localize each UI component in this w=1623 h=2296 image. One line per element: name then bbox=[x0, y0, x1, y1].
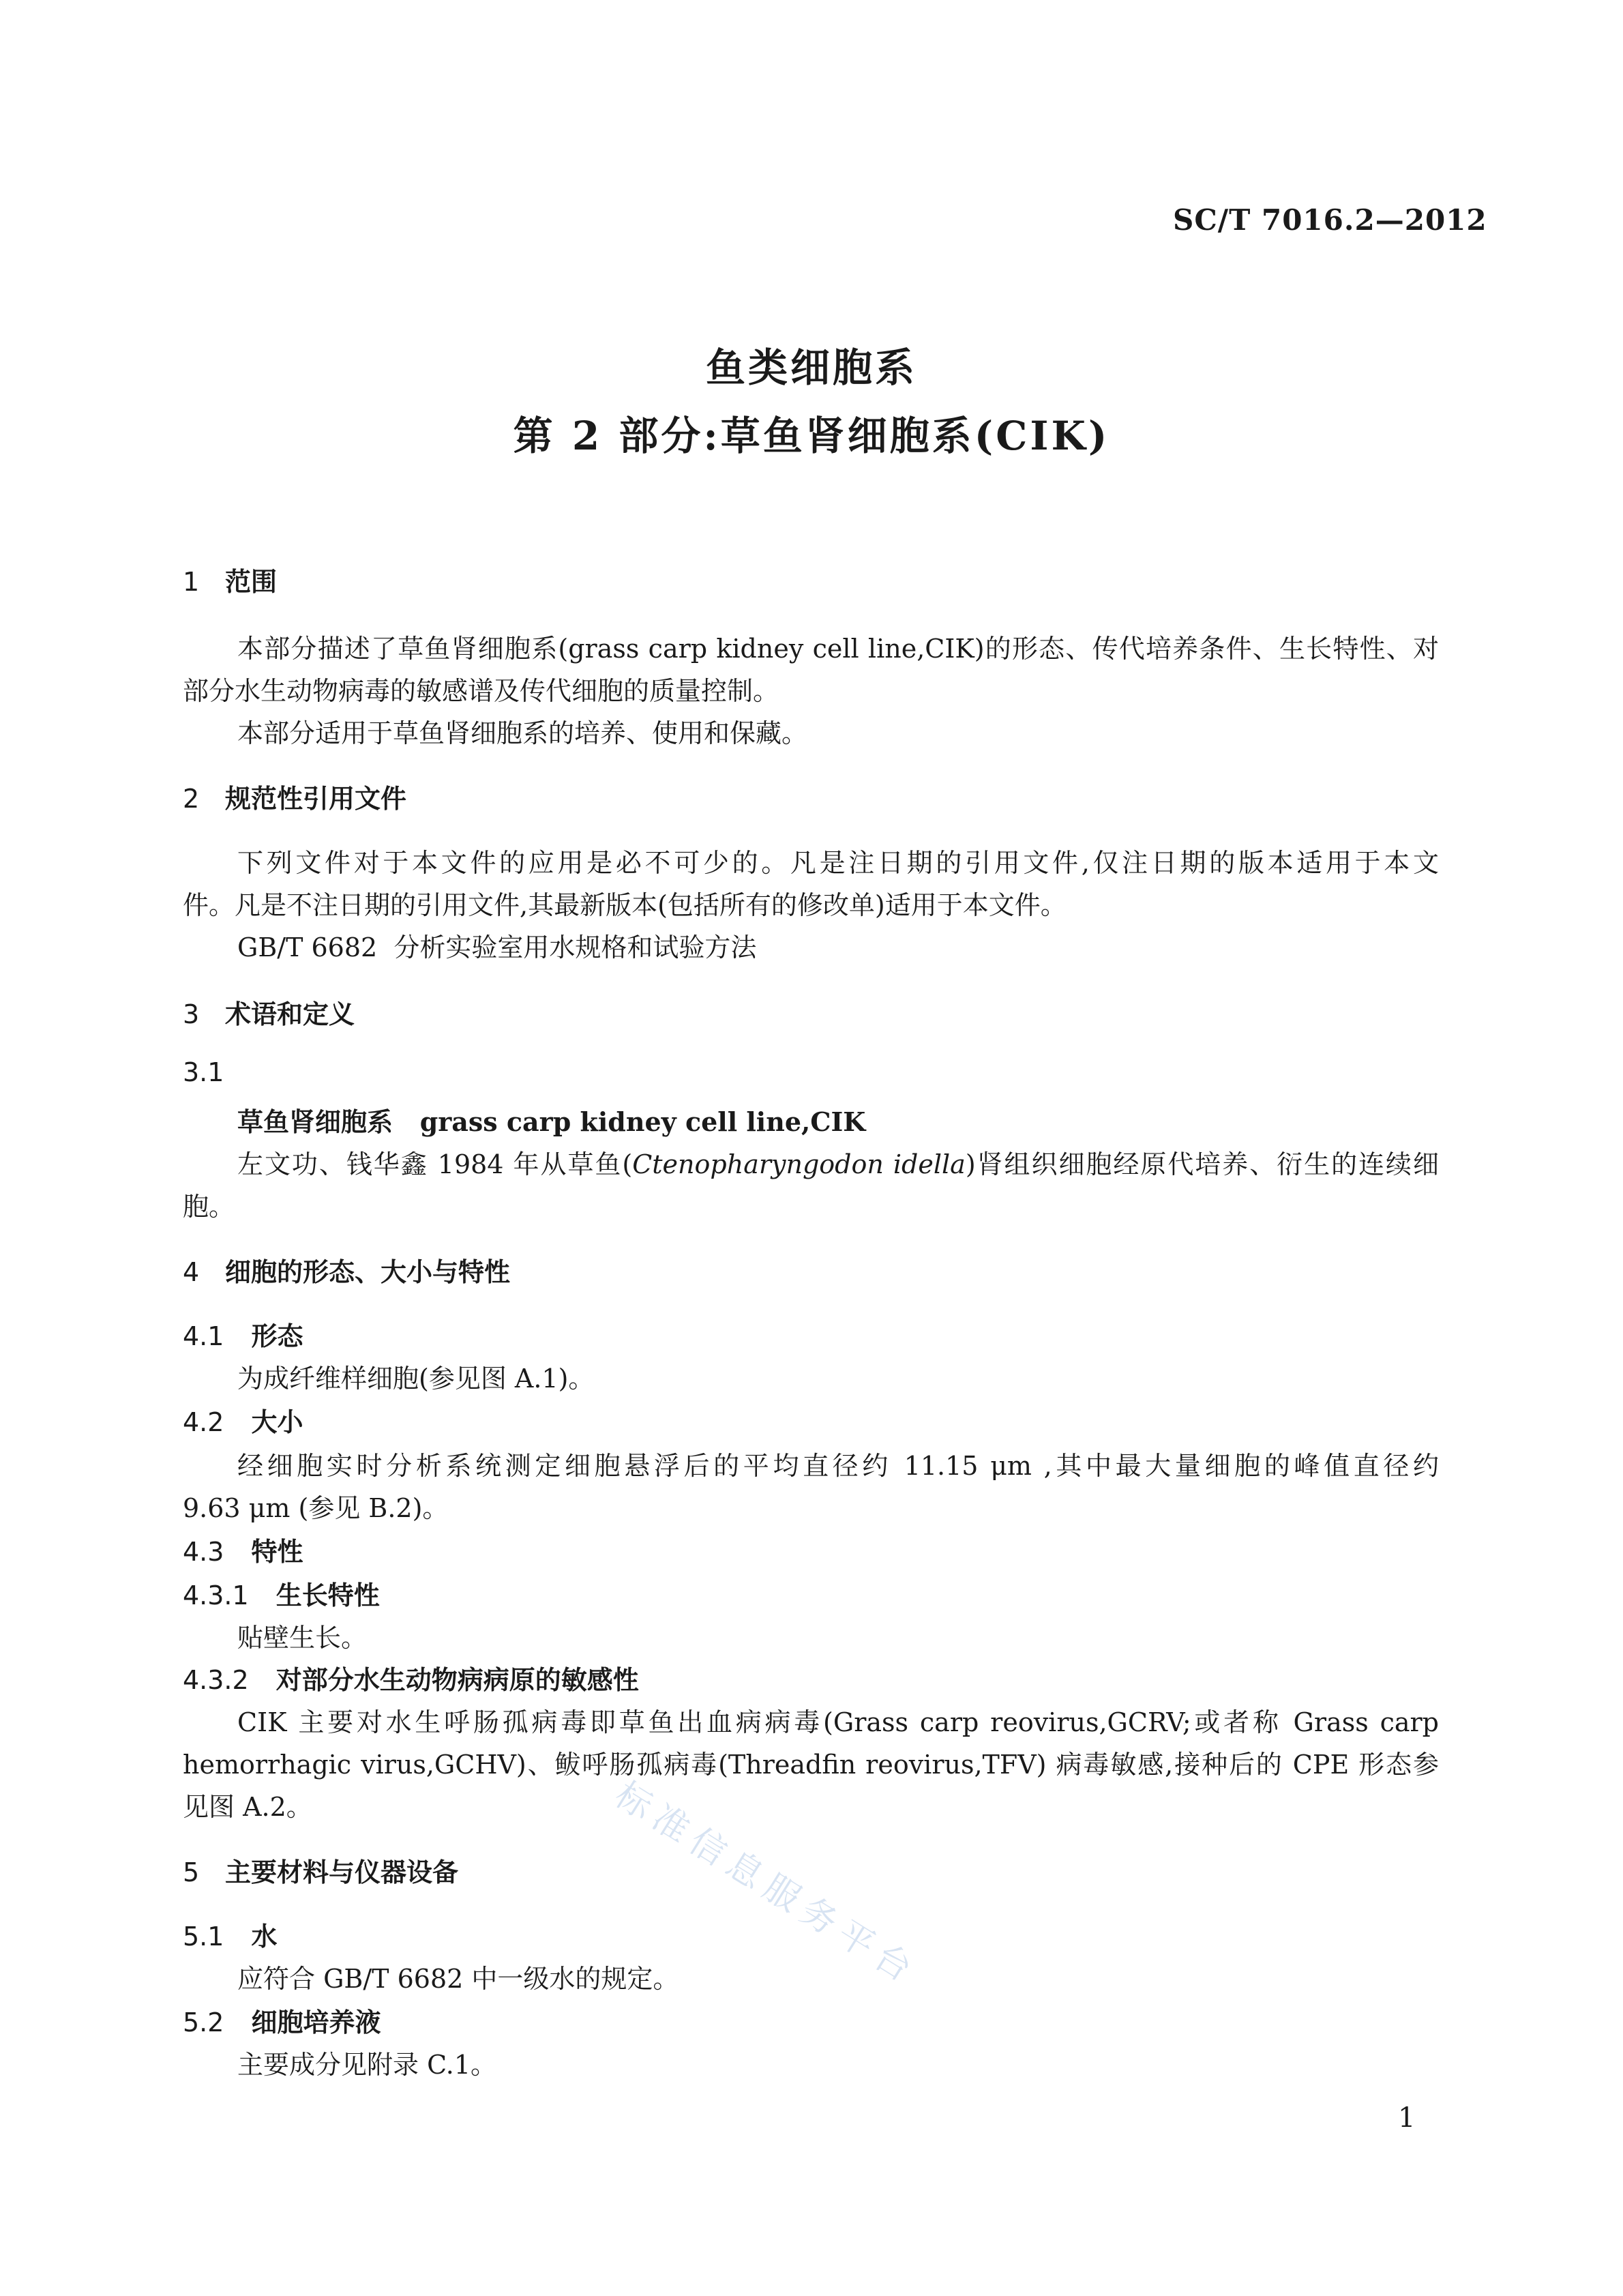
paragraph: 本部分适用于草鱼肾细胞系的培养、使用和保藏。 bbox=[237, 718, 808, 748]
section-title: 术语和定义 bbox=[225, 999, 355, 1029]
subsection-number: 4.3 bbox=[183, 1537, 224, 1567]
document-title-line1: 鱼类细胞系 bbox=[705, 344, 917, 391]
subsection-title: 形态 bbox=[251, 1321, 303, 1351]
section-1-heading bbox=[183, 561, 277, 598]
definition bbox=[237, 1143, 1439, 1181]
subsection-number: 3.1 bbox=[183, 1057, 224, 1087]
definition-text: 左文功、钱华鑫 1984 年从草鱼( bbox=[237, 1149, 633, 1179]
standard-number: SC/T 7016.2—2012 bbox=[1173, 203, 1487, 237]
subsection-4-2-heading bbox=[183, 1401, 303, 1439]
section-number: 2 bbox=[183, 784, 200, 814]
subsection-title: 生长特性 bbox=[276, 1580, 380, 1610]
subsection-number: 4.3.2 bbox=[183, 1665, 249, 1695]
term-entry: 草鱼肾细胞系 grass carp kidney cell line,CIK bbox=[237, 1106, 866, 1137]
subsection-4-3-heading bbox=[183, 1531, 303, 1568]
section-title: 规范性引用文件 bbox=[225, 783, 407, 814]
section-number: 5 bbox=[183, 1857, 200, 1887]
paragraph: 主要成分见附录 C.1。 bbox=[237, 2050, 497, 2080]
paragraph-continued: 见图 A.2。 bbox=[183, 1792, 312, 1822]
subsection-number: 4.3.1 bbox=[183, 1580, 249, 1610]
subsection-number: 4.2 bbox=[183, 1407, 224, 1437]
subsection-title: 细胞培养液 bbox=[251, 2007, 381, 2037]
subsection-5-2-heading bbox=[183, 2001, 381, 2039]
paragraph: 应符合 GB/T 6682 中一级水的规定。 bbox=[237, 1964, 679, 1994]
paragraph: CIK 主要对水生呼肠孤病毒即草鱼出血病病毒(Grass carp reovirus,GCRV;或者称 Grass carp bbox=[237, 1707, 1439, 1737]
section-3-heading bbox=[183, 993, 355, 1031]
subsection-4-1-heading bbox=[183, 1315, 303, 1353]
paragraph-continued: 9.63 μm (参见 B.2)。 bbox=[183, 1493, 449, 1523]
definition-continued: 胞。 bbox=[183, 1192, 235, 1222]
subsection-title: 水 bbox=[251, 1921, 278, 1952]
subsection-4-3-2-heading bbox=[183, 1659, 639, 1696]
subsection-5-1-heading bbox=[183, 1915, 277, 1953]
paragraph: 经细胞实时分析系统测定细胞悬浮后的平均直径约 11.15 μm ,其中最大量细胞的峰值直径约 bbox=[237, 1451, 1439, 1481]
section-title: 范围 bbox=[225, 566, 278, 597]
section-5-heading bbox=[183, 1851, 458, 1889]
section-number: 4 bbox=[183, 1257, 200, 1287]
paragraph-continued: 部分水生动物病毒的敏感谱及传代细胞的质量控制。 bbox=[183, 676, 779, 706]
page-number: 1 bbox=[1398, 2102, 1416, 2134]
section-2-heading bbox=[183, 778, 406, 815]
latin-name: Ctenopharyngodon idella bbox=[632, 1149, 966, 1179]
section-title: 细胞的形态、大小与特性 bbox=[225, 1256, 511, 1287]
paragraph: 为成纤维样细胞(参见图 A.1)。 bbox=[237, 1364, 595, 1394]
section-4-heading bbox=[183, 1251, 510, 1289]
definition-text: )肾组织细胞经原代培养、衍生的连续细 bbox=[965, 1149, 1439, 1179]
paragraph: 下列文件对于本文件的应用是必不可少的。凡是注日期的引用文件,仅注日期的版本适用于本文 bbox=[237, 848, 1439, 878]
subsection-title: 对部分水生动物病病原的敏感性 bbox=[276, 1664, 639, 1695]
document-title-line2: 第 2 部分:草鱼肾细胞系(CIK) bbox=[513, 413, 1110, 459]
subsection-4-3-1-heading bbox=[183, 1574, 380, 1612]
section-title: 主要材料与仪器设备 bbox=[225, 1857, 459, 1887]
section-number: 1 bbox=[183, 567, 200, 597]
subsection-number: 4.1 bbox=[183, 1321, 224, 1351]
paragraph-continued: hemorrhagic virus,GCHV)、鲅呼肠孤病毒(Threadfin reovirus,TFV) 病毒敏感,接种后的 CPE 形态参 bbox=[183, 1750, 1439, 1780]
subsection-title: 特性 bbox=[251, 1536, 303, 1567]
subsection-number: 5.1 bbox=[183, 1922, 224, 1952]
section-number: 3 bbox=[183, 999, 200, 1029]
subsection-number: 5.2 bbox=[183, 2007, 224, 2037]
paragraph: 本部分描述了草鱼肾细胞系(grass carp kidney cell line,CIK)的形态、传代培养条件、生长特性、对 bbox=[237, 634, 1439, 664]
paragraph-continued: 件。凡是不注日期的引用文件,其最新版本(包括所有的修改单)适用于本文件。 bbox=[183, 890, 1067, 920]
normative-reference: GB/T 6682 分析实验室用水规格和试验方法 bbox=[237, 932, 757, 962]
paragraph: 贴壁生长。 bbox=[237, 1623, 368, 1653]
watermark: 标准信息服务平台 bbox=[608, 1774, 926, 1995]
subsection-title: 大小 bbox=[251, 1407, 303, 1437]
